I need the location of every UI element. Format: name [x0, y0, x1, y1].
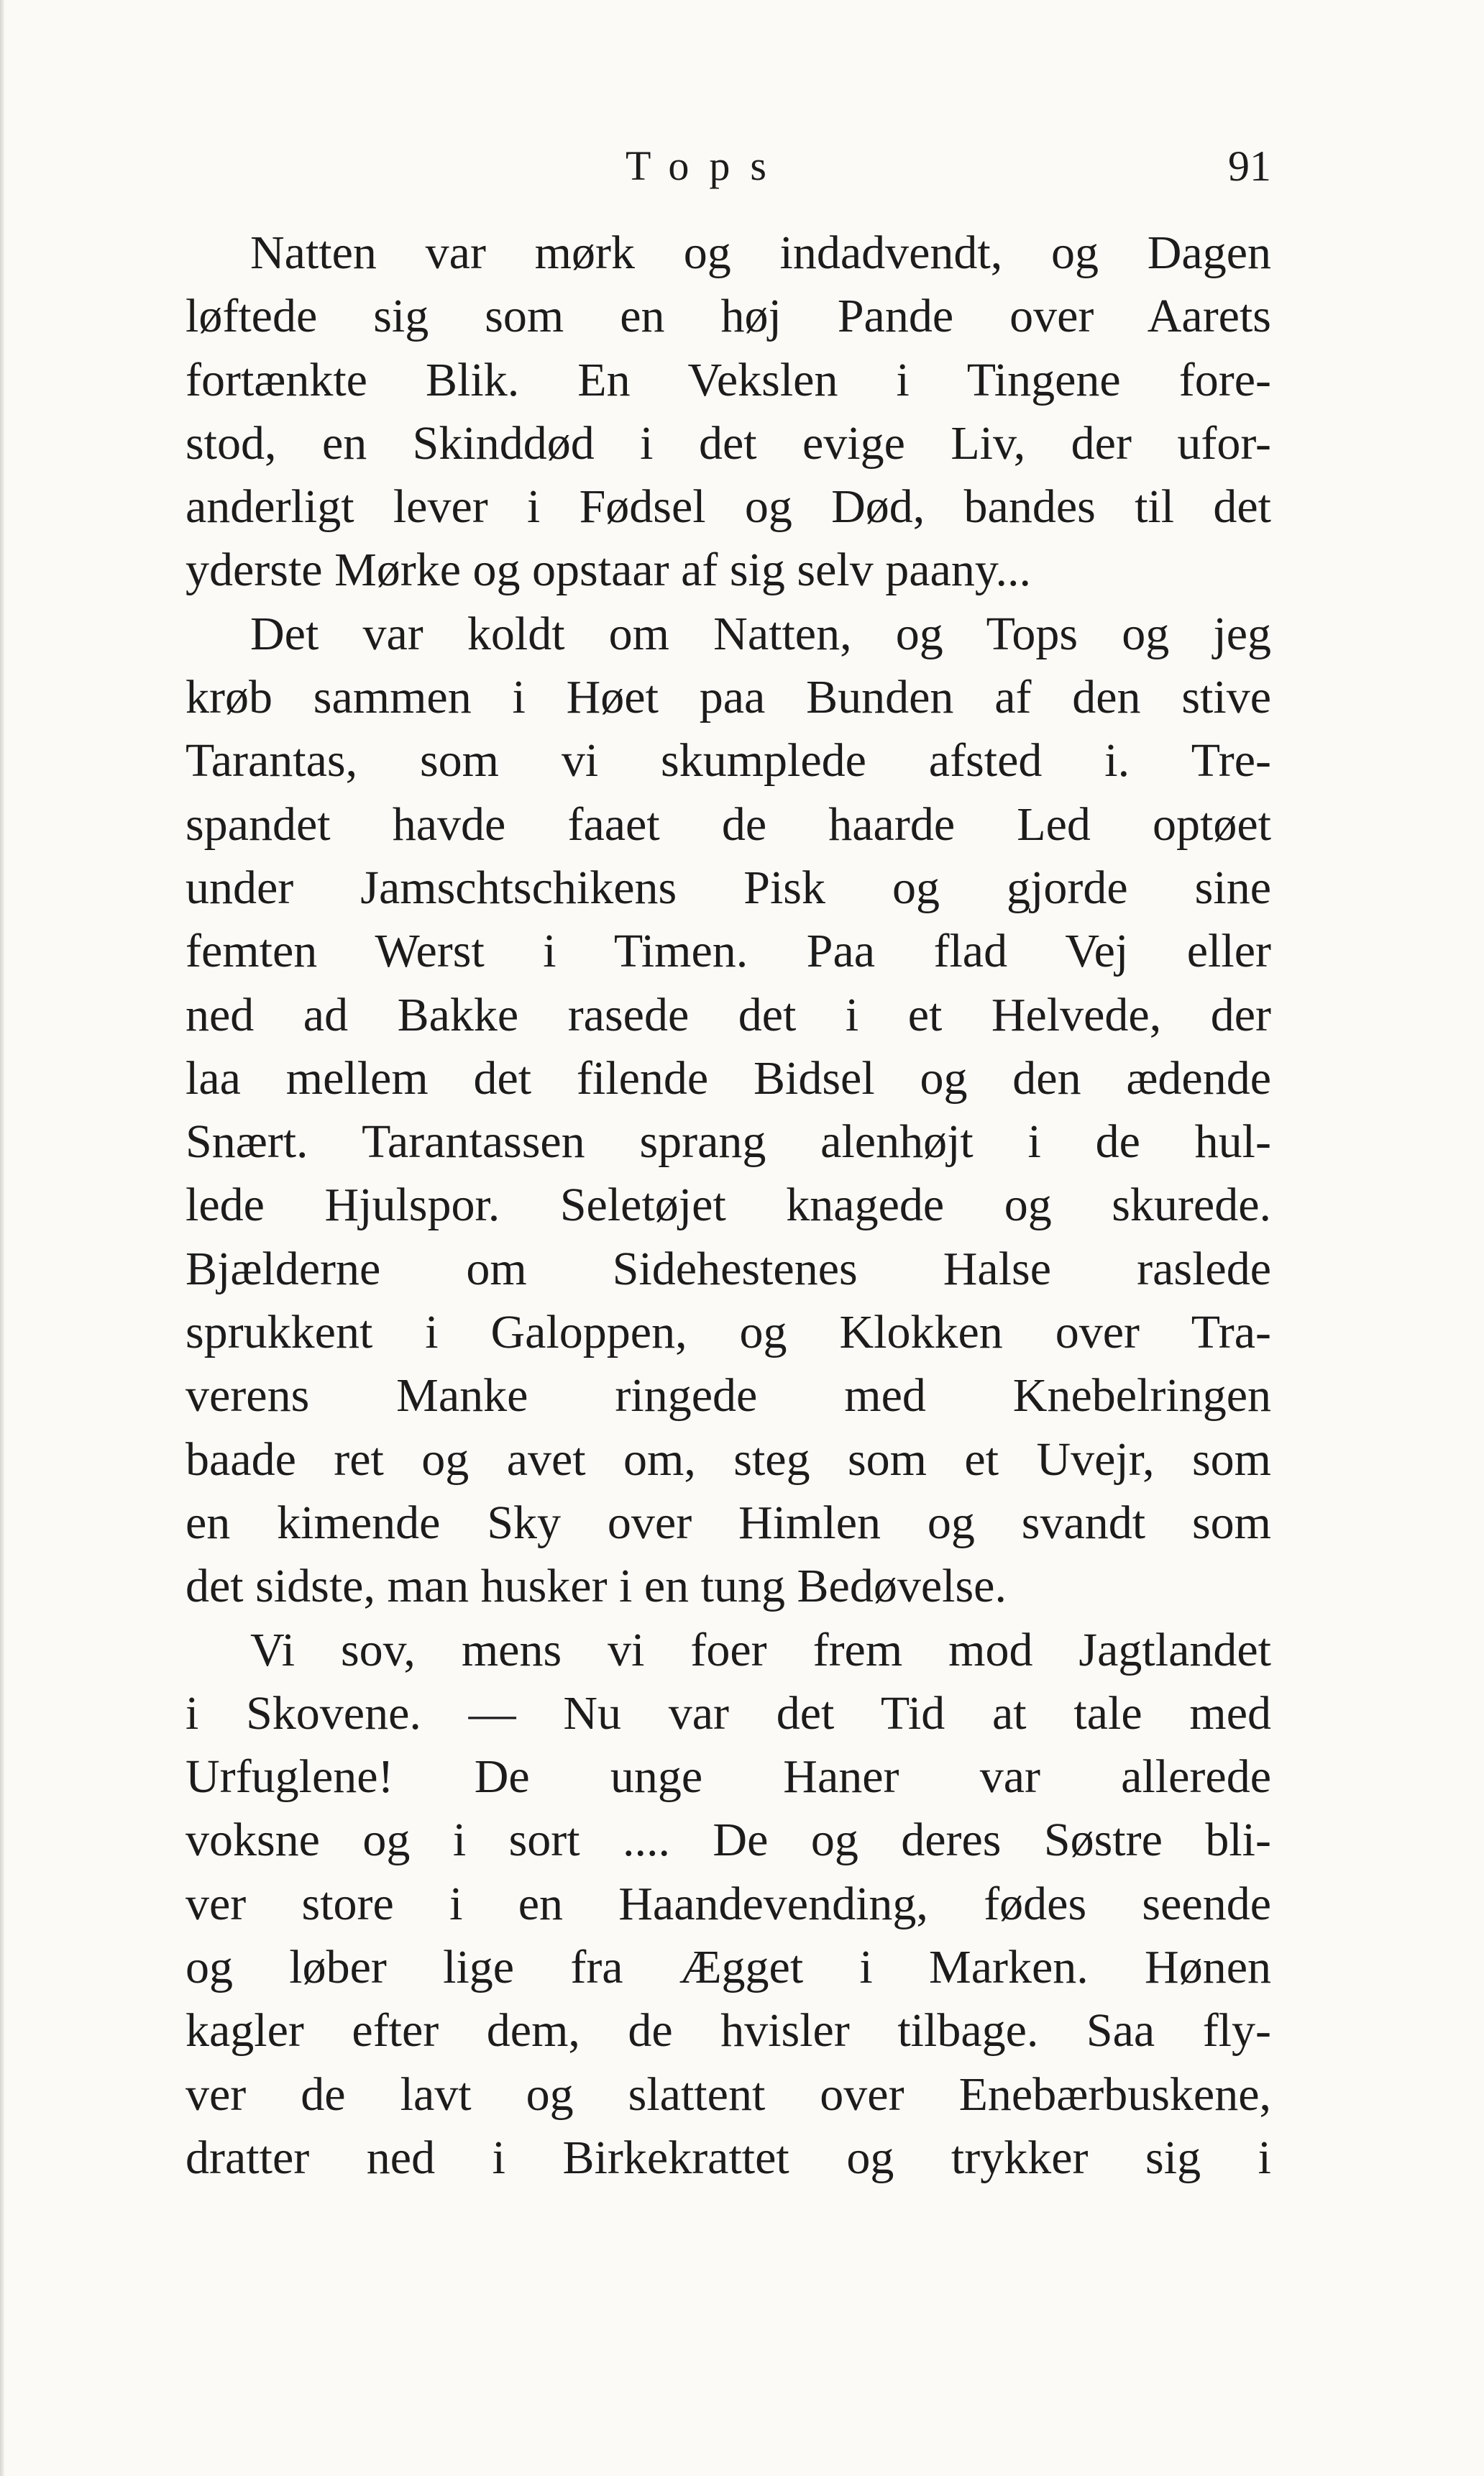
text-line: Vi sov, mens vi foer frem mod Jagtlandet [250, 1623, 1271, 1676]
text-line: yderste Mørke og opstaar af sig selv paany... [186, 544, 1032, 597]
text-line: en kimende Sky over Himlen og svandt som [186, 1496, 1271, 1549]
text-line: Natten var mørk og indadvendt, og Dagen [250, 227, 1271, 279]
text-line: baade ret og avet om, steg som et Uvejr, som [186, 1433, 1271, 1486]
text-line: ver de lavt og slattent over Enebærbuskene, [186, 2068, 1271, 2121]
text-line: Det var koldt om Natten, og Tops og jeg [250, 607, 1271, 660]
text-line: løftede sig som en høj Pande over Aarets [186, 290, 1271, 343]
running-title: Tops [626, 142, 787, 189]
text-line: lede Hjulspor. Seletøjet knagede og skurede. [186, 1179, 1271, 1232]
text-line: ned ad Bakke rasede det i et Helvede, der [186, 988, 1271, 1041]
page-edge [0, 0, 4, 2476]
text-line: ver store i en Haandevending, fødes seende [186, 1877, 1271, 1930]
text-line: det sidste, man husker i en tung Bedøvelse. [186, 1560, 1007, 1613]
text-line: dratter ned i Birkekrattet og trykker sig i [186, 2131, 1271, 2184]
text-line: laa mellem det filende Bidsel og den ædende [186, 1051, 1271, 1105]
text-line: Bjælderne om Sidehestenes Halse raslede [186, 1242, 1271, 1295]
text-line: voksne og i sort .... De og deres Søstre bli- [186, 1814, 1271, 1867]
text-line: Urfuglene! De unge Haner var allerede [186, 1750, 1271, 1804]
text-line: i Skovene. — Nu var det Tid at tale med [186, 1686, 1271, 1740]
text-line: krøb sammen i Høet paa Bunden af den stive [186, 671, 1271, 724]
text-line: stod, en Skinddød i det evige Liv, der ufor- [186, 416, 1271, 470]
text-line: og løber lige fra Ægget i Marken. Hønen [186, 1941, 1271, 1994]
text-line: fortænkte Blik. En Vekslen i Tingene fore- [186, 353, 1271, 406]
text-line: femten Werst i Timen. Paa flad Vej eller [186, 925, 1271, 978]
page-number: 91 [1228, 142, 1271, 190]
text-line: spandet havde faaet de haarde Led optøet [186, 798, 1271, 851]
text-line: under Jamschtschikens Pisk og gjorde sine [186, 861, 1271, 914]
text-line: Tarantas, som vi skumplede afsted i. Tre- [186, 734, 1271, 787]
page-header [186, 134, 1271, 198]
body-text [186, 221, 1271, 2190]
text-line: verens Manke ringede med Knebelringen [186, 1369, 1271, 1422]
text-line: sprukkent i Galoppen, og Klokken over Tra- [186, 1306, 1271, 1359]
text-line: Snært. Tarantassen sprang alenhøjt i de hul- [186, 1115, 1271, 1169]
text-line: kagler efter dem, de hvisler tilbage. Saa fly- [186, 2004, 1271, 2057]
text-line: anderligt lever i Fødsel og Død, bandes til det [186, 480, 1271, 534]
